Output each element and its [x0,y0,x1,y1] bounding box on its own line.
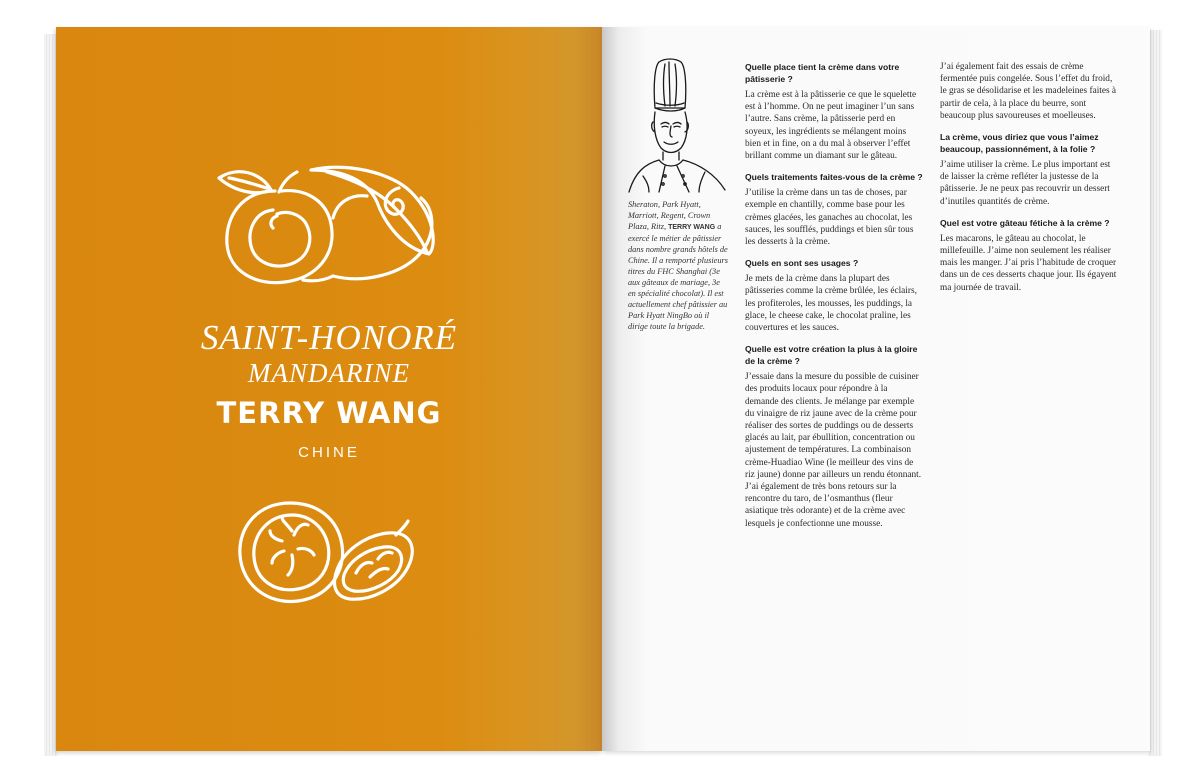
interview-answer: J’aime utiliser la crème. Le plus important est de laisser la crème refléter la justesse de la pâtisserie. Je ne peux pas recouvrir un dessert d’inutiles quantités de crème. [940,160,1111,207]
interview-question: Quelle place tient la crème dans votre pâtisserie ? [745,62,900,84]
country-label: CHINE [298,444,360,461]
mandarin-fruit-icon [215,158,445,288]
interview-question: Quels traitements faites-vous de la crème ? [745,172,923,183]
caption-text: a exercé le métier de pâtissier dans nombre grands hôtels de Chine. Il a remporté plusieurs titres du FHC Shanghai (3e aux gâteaux de mariage, 3e en spécialité chocolat). Il est actuellement chef pâtissier au Park Hyatt NingBo où il dirige toute la brigade. [628,222,728,331]
interview-answer: Les macarons, le gâteau au chocolat, le millefeuille. J’aime non seulement les réaliser mais les manger. J’ai pris l’habitude de croquer dans un de ces desserts chaque jour. Ils égayent ma journée de travail. [940,233,1117,293]
recipe-title-line1: SAINT-HONORÉ [200,318,458,357]
interview-answer: La crème est à la pâtisserie ce que le squelette est à l’homme. On ne peut imaginer l’un sans l’autre. Sans crème, la pâtisserie perd en soyeux, les ingrédients se mélangent moins bien et in fine, on a du mal à observer l’effet brillant comme un diamant sur le gâteau. [745,90,917,162]
interview-answer: Je mets de la crème dans la plupart des pâtisseries comme la crème brûlée, les éclairs, les profiteroles, les mousses, les puddings, la glace, le cheese cake, le chocolat praline, les couvertures et les sauces. [745,274,917,334]
caption-chef-name: TERRY WANG [668,224,716,231]
page-stack-right [1148,30,1162,756]
interview-answer: J’essaie dans la mesure du possible de cuisiner des produits locaux pour répondre à la demande des clients. Je mélange par exemple du vinaigre de riz jaune avec de la crème pour réaliser des sortes de puddings ou de desserts glacés au lait, par ébullition, concentration ou ajustement de températures. La combinaison crème-Huadiao Wine (le meilleur des vins de riz jaune) donne par ailleurs un rendu étonnant. J’ai également de très bons retours sur la rencontre du taro, de l’osmanthus (fleur asiatique très odorante) et de la crème avec lesquels je confectionne une mousse. [745,372,922,529]
chef-name-heading: TERRY WANG [216,396,442,430]
left-page [56,27,602,751]
chef-portrait [625,56,729,194]
interview-answer-continued: J’ai également fait des essais de crème fermentée puis congelée. Sous l’effet du froid, le gras se désolidarise et les madeleines faites à partir de cela, à la place du beurre, sont beaucoup plus savoureuses et moelleuses. [940,62,1117,121]
interview-column-2 [940,61,1118,303]
interview-question: La crème, vous diriez que vous l’aimez beaucoup, passionnément, à la folie ? [940,132,1099,155]
interview-question: Quel est votre gâteau fétiche à la crème ? [940,217,1110,228]
interview-answer: J’utilise la crème dans un tas de choses, par exemple en chantilly, comme base pour les crèmes glacées, les ganaches au chocolat, les sauces, les soufflés, puddings et bien sûr tous les desserts à la crème. [745,188,914,248]
chef-bio-caption [628,199,728,332]
caption-lead: Sheraton, Park Hyatt, Marriott, Regent, Crown Plaza, Ritz, [628,200,711,231]
interview-column-1 [745,61,923,539]
recipe-title-line2: MANDARINE [248,358,410,388]
mandarin-slices-icon [232,495,417,610]
interview-question: Quelle est votre création la plus à la gloire de la crème ? [745,344,918,367]
interview-question: Quels en sont ses usages ? [745,258,859,269]
